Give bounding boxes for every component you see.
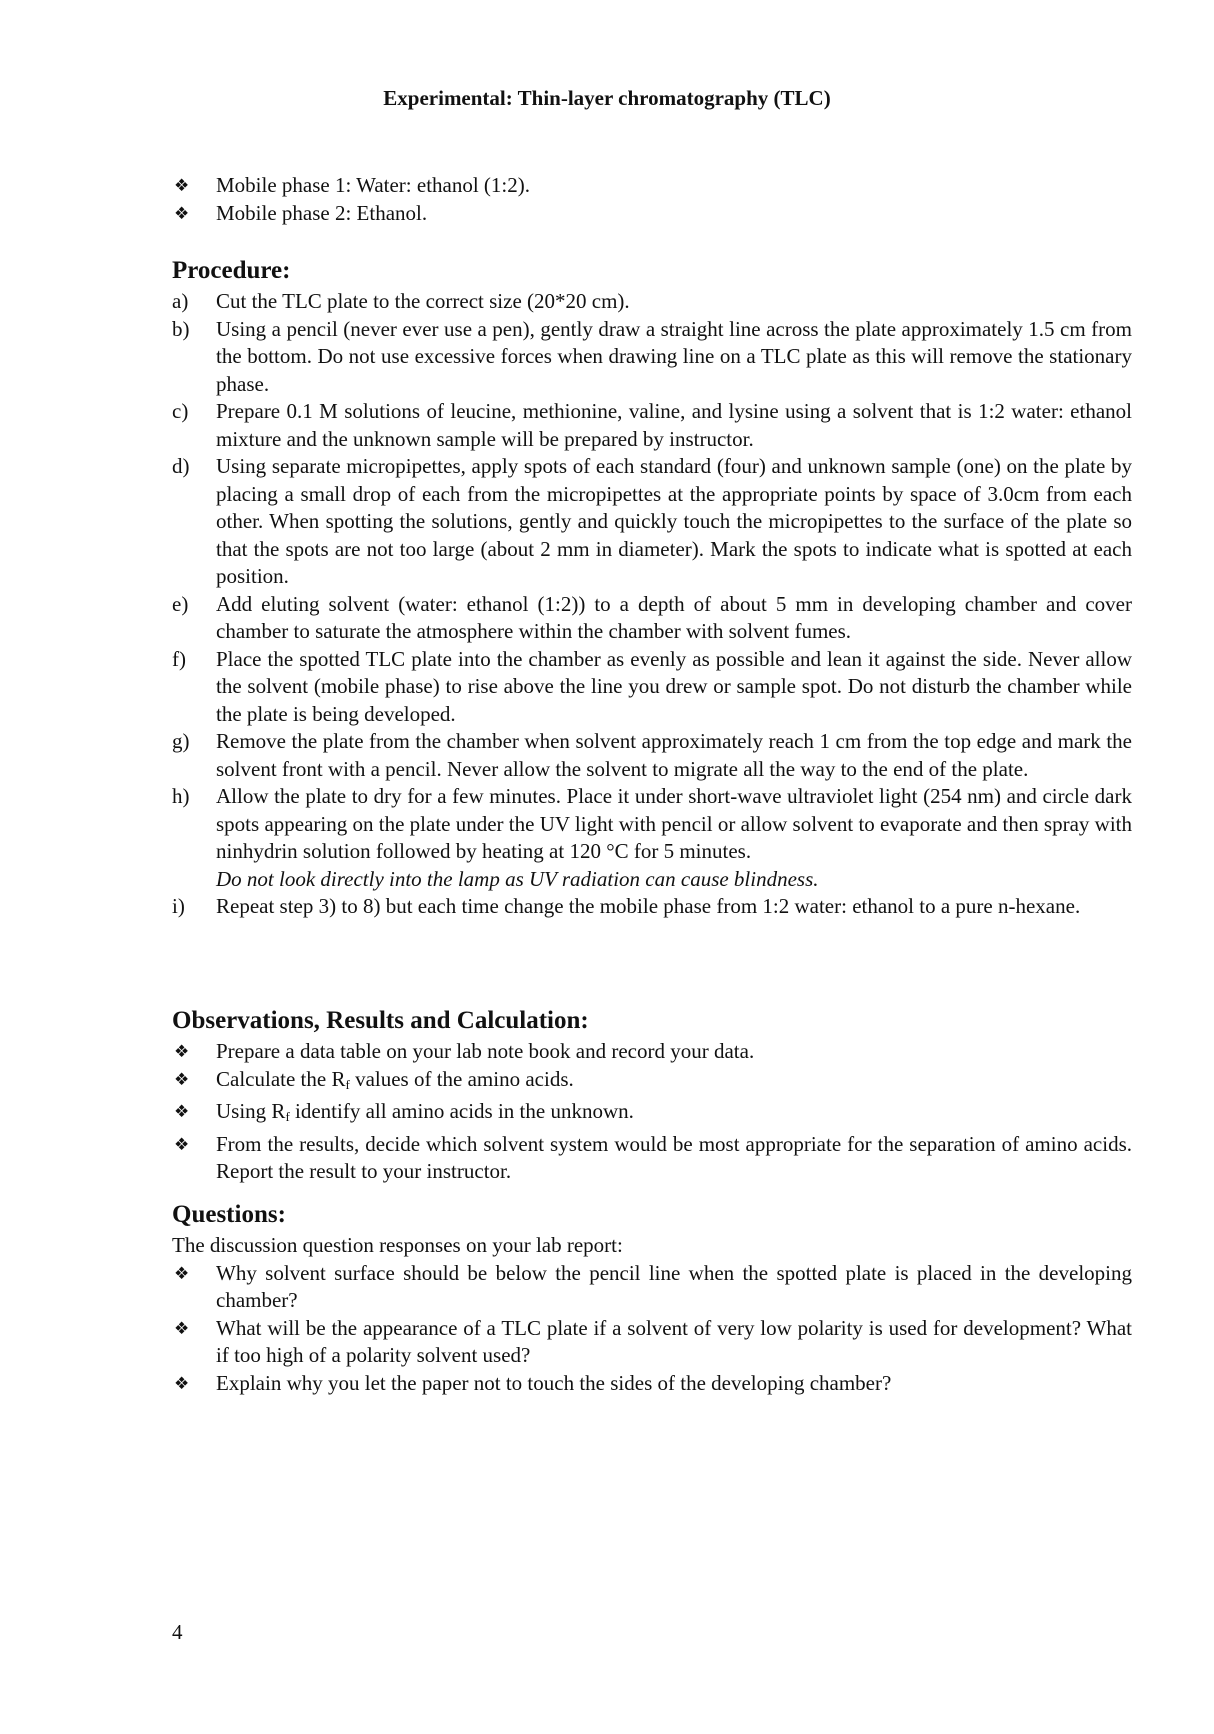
diamond-bullet-icon: ❖ [174,1102,190,1121]
list-item: ❖ Prepare a data table on your lab note book and record your data. [172,1038,1132,1066]
page-number: 4 [172,1620,183,1644]
page-title: Experimental: Thin-layer chromatography (TLC) [383,86,831,110]
diamond-bullet-icon: ❖ [174,1263,190,1283]
observations-heading: Observations, Results and Calculation: [172,1007,589,1034]
questions-intro: The discussion question responses on your lab report: [172,1233,623,1257]
procedure-step: i) Repeat step 3) to 8) but each time change the mobile phase from 1:2 water: ethanol to a pure n-hexane. [172,894,1081,918]
list-item: ❖ Calculate the $R_f$ values of the amino acids. [174,1066,574,1092]
procedure-step: d) Using separate micropipettes, apply spots of each standard (four) and unknown sample (one) on the plate by placing a small drop of each from the micropipettes at the appropriate points by space of 3.0cm from each other. When spotting the solutions, gently and quickly touch the micropipettes to the surface of the plate so that the spots are not too large (about 2 mm in diameter). Mark the spots to indicate what is spotted at each position. [172,454,1132,588]
procedure-step: a) Cut the TLC plate to the correct size (20*20 cm). [172,289,630,313]
procedure-step: c) Prepare 0.1 M solutions of leucine, methionine, valine, and lysine using a solvent that is 1:2 water: ethanol mixture and the unknown sample will be prepared by instructor. [172,399,1132,451]
procedure-step: b) Using a pencil (never ever use a pen), gently draw a straight line across the plate approximately 1.5 cm from the bottom. Do not use excessive forces when drawing line on a TLC plate as this will remove the stationary phase. [172,316,1132,396]
mobile-phase-list [172,172,1132,227]
procedure-section [172,256,1132,921]
diamond-bullet-icon: ❖ [174,1069,190,1089]
questions-section [172,1200,1132,1397]
procedure-step: e) Add eluting solvent (water: ethanol (1:2)) to a depth of about 5 mm in developing chamber and cover chamber to saturate the atmosphere within the chamber with solvent fumes. [172,591,1132,643]
list-item: ❖ What will be the appearance of a TLC plate if a solvent of very low polarity is used for development? What if too high of a polarity solvent used? [174,1315,1132,1367]
list-item: ❖ Why solvent surface should be below the pencil line when the spotted plate is placed in the developing chamber? [174,1260,1132,1312]
list-item: ❖ Explain why you let the paper not to touch the sides of the developing chamber? [172,1370,1132,1398]
diamond-bullet-icon: ❖ [174,1318,190,1338]
uv-warning: Do not look directly into the lamp as UV radiation can cause blindness. [216,866,819,891]
list-item: ❖ From the results, decide which solvent system would be most appropriate for the separation of amino acids. Report the result to your instructor. [174,1131,1132,1183]
diamond-bullet-icon: ❖ [174,1134,190,1154]
procedure-step: f) Place the spotted TLC plate into the chamber as evenly as possible and lean it against the side. Never allow the solvent (mobile phase) to rise above the line you drew or sample spot. Do not disturb the chamber while the plate is being developed. [172,646,1132,726]
list-item: ❖ Mobile phase 1: Water: ethanol (1:2). [172,172,1132,200]
procedure-step: g) Remove the plate from the chamber when solvent approximately reach 1 cm from the top edge and mark the solvent front with a pencil. Never allow the solvent to migrate all the way to the end of the plate. [172,729,1132,781]
procedure-heading: Procedure: [172,257,291,284]
observations-section [172,1006,1132,1186]
diamond-bullet-icon: ❖ [174,1042,190,1061]
diamond-bullet-icon: ❖ [174,176,190,195]
procedure-step: h) Allow the plate to dry for a few minutes. Place it under short-wave ultraviolet light (254 nm) and circle dark spots appearing on the plate under the UV light with pencil or allow solvent to evaporate and then spray with ninhydrin solution followed by heating at 120 °C for 5 minutes. Do not look directly into the lamp as UV radiation can cause blindness. [172,784,1132,891]
questions-heading: Questions: [172,1201,286,1228]
diamond-bullet-icon: ❖ [174,1373,190,1393]
list-item: ❖ Using $R_f$ identify all amino acids in the unknown. [174,1099,634,1124]
list-item: ❖ Mobile phase 2: Ethanol. [172,200,1132,228]
diamond-bullet-icon: ❖ [174,203,190,223]
